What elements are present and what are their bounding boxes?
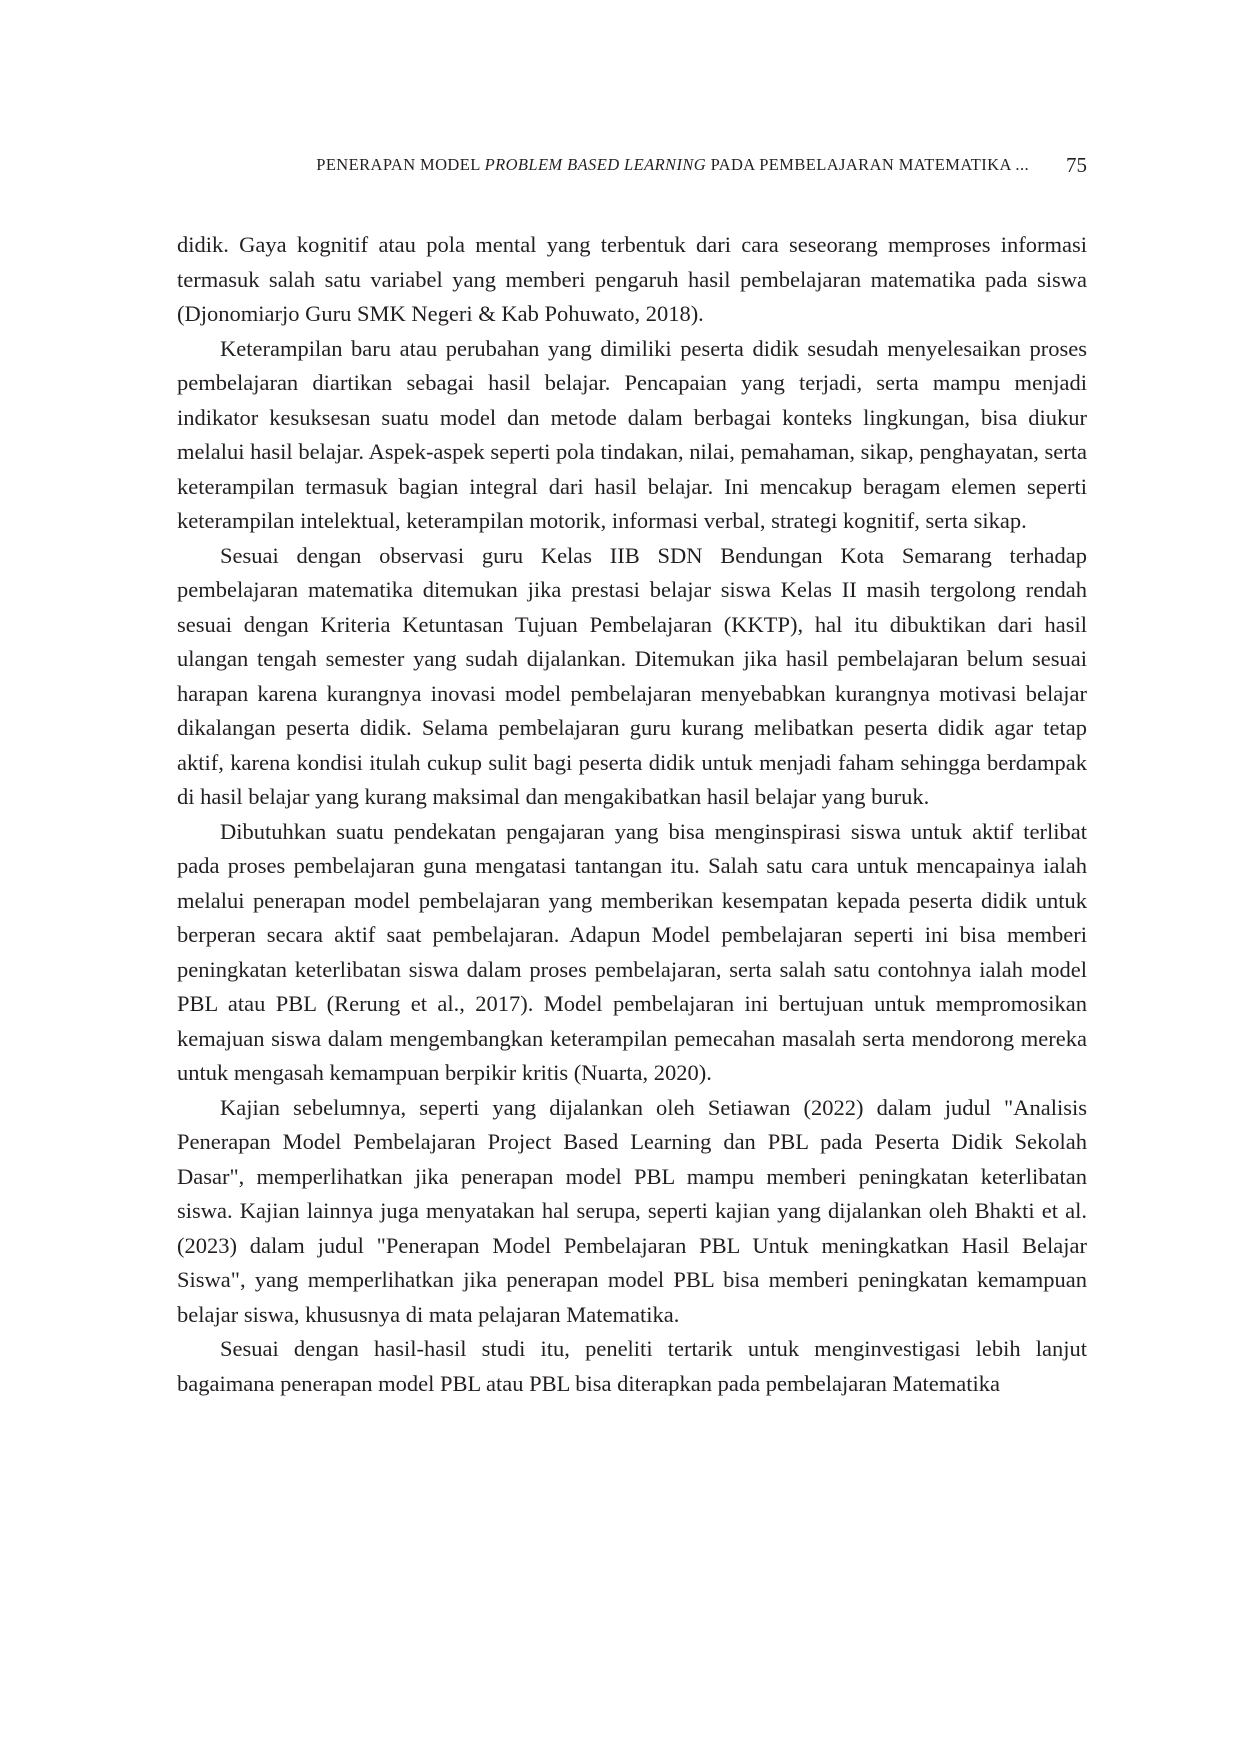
paragraph: Keterampilan baru atau perubahan yang dimiliki peserta didik sesudah menyelesaikan proses pembelajaran diartikan sebagai hasil belajar. Pencapaian yang terjadi, serta mampu menjadi indikator kesuksesan suatu model dan metode dalam berbagai konteks lingkungan, bisa diukur melalui hasil belajar. Aspek-aspek seperti pola tindakan, nilai, pemahaman, sikap, penghayatan, serta keterampilan termasuk bagian integral dari hasil belajar. Ini mencakup beragam elemen seperti keterampilan intelektual, keterampilan motorik, informasi verbal, strategi kognitif, serta sikap.	[177, 335, 1087, 533]
paragraph: Dibutuhkan suatu pendekatan pengajaran yang bisa menginspirasi siswa untuk aktif terlibat pada proses pembelajaran guna mengatasi tantangan itu. Salah satu cara untuk mencapainya ialah melalui penerapan model pembelajaran yang memberikan kesempatan kepada peserta didik untuk berperan secara aktif saat pembelajaran. Adapun Model pembelajaran seperti ini bisa memberi peningkatan keterlibatan siswa dalam proses pembelajaran, serta salah satu contohnya ialah model PBL atau PBL (Rerung et al., 2017). Model pembelajaran ini bertujuan untuk mempromosikan kemajuan siswa dalam mengembangkan keterampilan pemecahan masalah serta mendorong mereka untuk mengasah kemampuan berpikir kritis (Nuarta, 2020).	[177, 818, 1087, 1085]
paragraph: Sesuai dengan observasi guru Kelas IIB SDN Bendungan Kota Semarang terhadap pembelajaran matematika ditemukan jika prestasi belajar siswa Kelas II masih tergolong rendah sesuai dengan Kriteria Ketuntasan Tujuan Pembelajaran (KKTP), hal itu dibuktikan dari hasil ulangan tengah semester yang sudah dijalankan. Ditemukan jika hasil pembelajaran belum sesuai harapan karena kurangnya inovasi model pembelajaran menyebabkan kurangnya motivasi belajar dikalangan peserta didik. Selama pembelajaran guru kurang melibatkan peserta didik agar tetap aktif, karena kondisi itulah cukup sulit bagi peserta didik untuk menjadi faham sehingga berdampak di hasil belajar yang kurang maksimal dan mengakibatkan hasil belajar yang buruk.	[177, 542, 1087, 809]
running-head	[177, 150, 1087, 180]
paragraph: Kajian sebelumnya, seperti yang dijalankan oleh Setiawan (2022) dalam judul "Analisis Penerapan Model Pembelajaran Project Based Learning dan PBL pada Peserta Didik Sekolah Dasar", memperlihatkan jika penerapan model PBL mampu memberi peningkatan keterlibatan siswa. Kajian lainnya juga menyatakan hal serupa, seperti kajian yang dijalankan oleh Bhakti et al. (2023) dalam judul "Penerapan Model Pembelajaran PBL Untuk meningkatkan Hasil Belajar Siswa", yang memperlihatkan jika penerapan model PBL bisa memberi peningkatan kemampuan belajar siswa, khususnya di mata pelajaran Matematika.	[177, 1094, 1087, 1327]
running-head-title-suffix: PADA PEMBELAJARAN MATEMATIKA ...	[706, 155, 1029, 174]
body-text	[177, 228, 1087, 1401]
running-head-title-italic: PROBLEM BASED LEARNING	[484, 155, 707, 174]
paragraph-continued: didik. Gaya kognitif atau pola mental yang terbentuk dari cara seseorang memproses informasi termasuk salah satu variabel yang memberi pengaruh hasil pembelajaran matematika pada siswa (Djonomiarjo Guru SMK Negeri & Kab Pohuwato, 2018).	[177, 232, 1087, 326]
running-head-title	[316, 150, 1029, 180]
page-number: 75	[1066, 153, 1087, 177]
paragraph: Sesuai dengan hasil-hasil studi itu, peneliti tertarik untuk menginvestigasi lebih lanjut bagaimana penerapan model PBL atau PBL bisa diterapkan pada pembelajaran Matematika	[177, 1336, 1087, 1396]
running-head-title-prefix: PENERAPAN MODEL	[316, 155, 485, 174]
